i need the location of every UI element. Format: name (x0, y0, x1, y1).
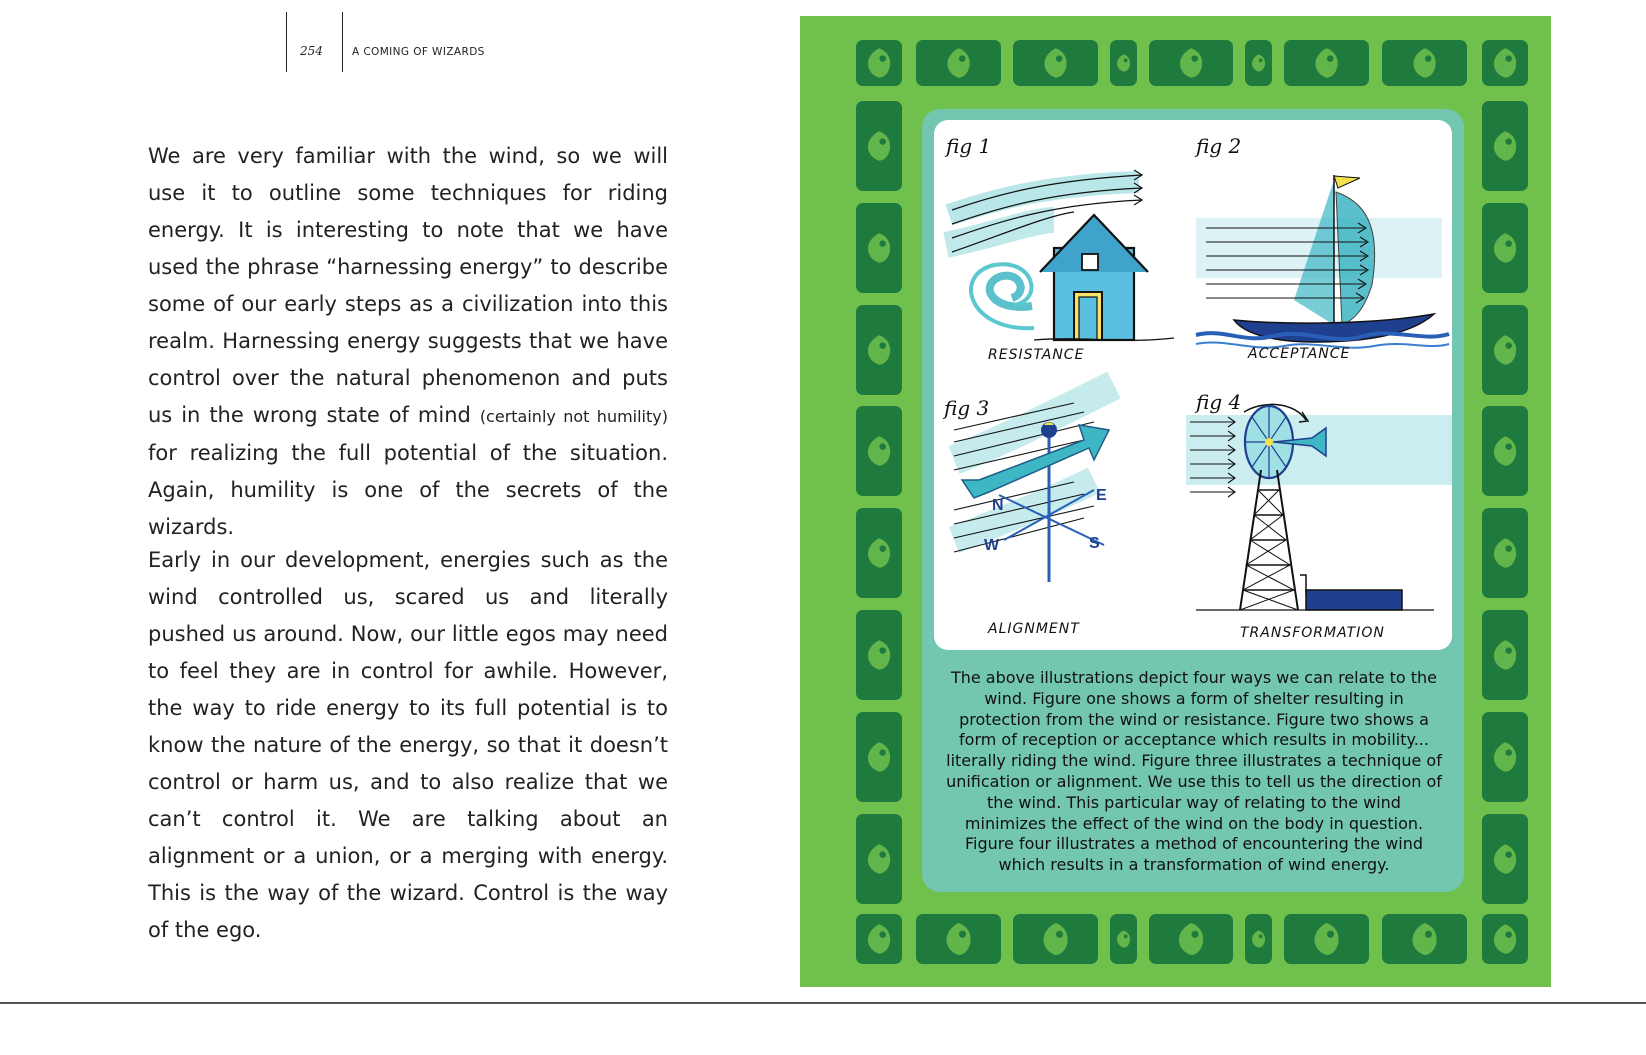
fig-3-label: fig 3 (944, 396, 990, 420)
fish-icon (1013, 40, 1098, 86)
fig-2-label: fig 2 (1196, 134, 1242, 158)
compass-star-icon (1482, 40, 1528, 86)
crab-icon (856, 508, 902, 598)
vitruvian-icon (1149, 914, 1233, 964)
running-head: A COMING OF WIZARDS (352, 46, 485, 58)
compass-e: E (1096, 487, 1107, 504)
fish-icon (1284, 914, 1369, 964)
header-divider-left (286, 12, 287, 72)
lightning-icon (1482, 508, 1528, 598)
paragraph-1-text-a: We are very familiar with the wind, so we will use it to outline some techniques for riding energy. It is interesting to note that we have used the phrase “harnessing energy” to describe some of our early steps as a civilization into this realm. Harnessing energy suggests that we have control over the natural phenomenon and puts us in the wrong state of mind (148, 144, 668, 427)
figures-card (934, 120, 1452, 650)
lightning-icon (1482, 305, 1528, 395)
twins-icon (856, 814, 902, 904)
compass-star-icon (1482, 914, 1528, 964)
fig-4-transformation-drawing (1186, 404, 1452, 610)
flower-icon (1110, 40, 1137, 86)
illustration-panel (922, 109, 1464, 892)
ram-icon (1482, 610, 1528, 700)
flower-icon (1245, 914, 1272, 964)
ram-icon (1482, 203, 1528, 293)
figures-icon (1382, 40, 1467, 86)
paragraph-1-text-b: for realizing the full potential of the situation. Again, humility is one of the secrets of the wizards. (148, 441, 668, 539)
right-page (800, 16, 1551, 987)
fig-2-acceptance-drawing (1196, 175, 1449, 348)
fish-icon (1013, 914, 1098, 964)
bull-icon (1482, 101, 1528, 191)
lion-icon (856, 610, 902, 700)
illustration-caption: The above illustrations depict four ways we can relate to the wind. Figure one shows a form of shelter resulting in protection from the wind or resistance. Figure two shows a form of reception or acceptance which results in mobility... literally riding the wind. Figure three illustrates a technique of unification or alignment. We use this to tell us the direction of the wind. This particular way of relating to the wind minimizes the effect of the wind on the body in question. Figure four illustrates a method of encountering the wind which results in a transformation of wind energy. (946, 668, 1442, 875)
figures-icon (916, 40, 1001, 86)
compass-n: N (992, 497, 1004, 514)
body-paragraph-2: Early in our development, energies such as the wind controlled us, scared us and literally pushed us around. Now, our little egos may need to feel they are in control for awhile. However, the way to ride energy to its full potential is to know the nature of the energy, so that it doesn’t control or harm us, and to also realize that we can’t control it. We are talking about an alignment or a union, or a merging with energy. This is the way of the wizard. Control is the way of the ego. (148, 548, 668, 942)
figures-icon (916, 914, 1001, 964)
scales-icon (856, 406, 902, 496)
crab-icon (1482, 814, 1528, 904)
compass-s: S (1089, 535, 1100, 552)
left-page (0, 0, 800, 1055)
fig-1-resistance-drawing (946, 170, 1174, 340)
fig-4-label: fig 4 (1196, 390, 1242, 414)
figures-illustration (934, 120, 1452, 650)
fig-2-caption: ACCEPTANCE (1248, 346, 1351, 362)
page-number: 254 (300, 44, 323, 58)
fig-1-caption: RESISTANCE (988, 347, 1085, 363)
paragraph-1-aside: (certainly not humility) (479, 407, 668, 426)
goat-icon (856, 203, 902, 293)
sun-man-icon (1482, 406, 1528, 496)
scorpion-icon (856, 712, 902, 802)
figures-icon (1382, 914, 1467, 964)
bull-icon (1482, 712, 1528, 802)
ram-icon (856, 101, 902, 191)
scorpion-icon (856, 305, 902, 395)
flower-icon (1245, 40, 1272, 86)
body-paragraph-1 (148, 138, 668, 546)
vitruvian-icon (1149, 40, 1233, 86)
fig-3-caption: ALIGNMENT (988, 621, 1080, 637)
flower-icon (1110, 914, 1137, 964)
fish-icon (1284, 40, 1369, 86)
bottom-divider (0, 1002, 1646, 1004)
fig-1-label: fig 1 (946, 134, 992, 158)
header-divider-right (342, 12, 343, 72)
fig-4-caption: TRANSFORMATION (1240, 625, 1385, 641)
compass-star-icon (856, 914, 902, 964)
compass-w: W (984, 537, 1000, 554)
compass-star-icon (856, 40, 902, 86)
